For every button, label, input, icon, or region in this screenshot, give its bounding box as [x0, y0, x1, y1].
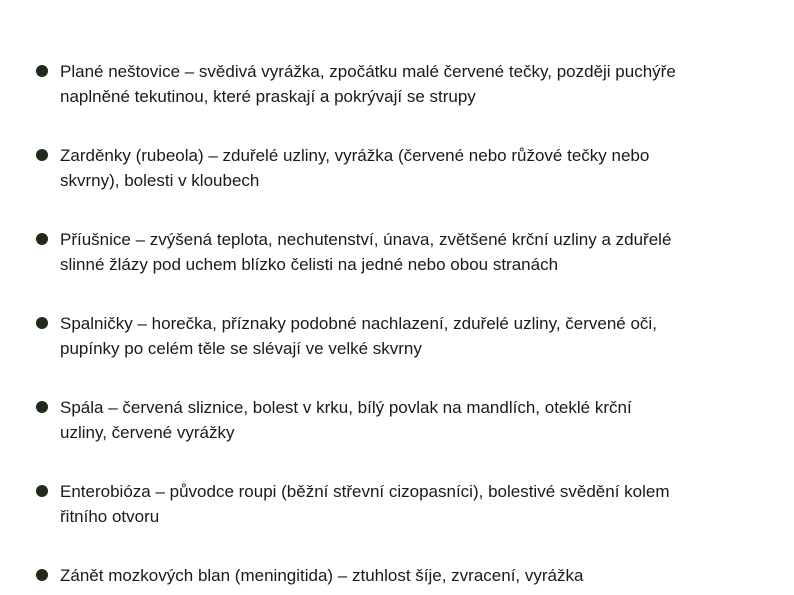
- bullet-dot-icon: [36, 569, 48, 581]
- bullet-text-line-2: naplněné tekutinou, které praskají a pokrývají se strupy: [60, 87, 476, 106]
- bullet-text-line-1: Spalničky – horečka, příznaky podobné nachlazení, zduřelé uzliny, červené oči,: [60, 314, 657, 333]
- list-item: [36, 479, 776, 563]
- bullet-text-line-1: Enterobióza – původce roupi (běžní střevní cizopasníci), bolestivé svědění kolem: [60, 482, 670, 501]
- list-item: [36, 563, 776, 593]
- bullet-dot-icon: [36, 485, 48, 497]
- bullet-text-line-2: pupínky po celém těle se slévají ve velké skvrny: [60, 339, 422, 358]
- bullet-text-line-2: skvrny), bolesti v kloubech: [60, 171, 260, 190]
- bullet-dot-icon: [36, 401, 48, 413]
- list-item: [36, 395, 776, 479]
- bullet-text-line-1: Zánět mozkových blan (meningitida) – ztuhlost šíje, zvracení, vyrážka: [60, 566, 584, 585]
- list-item: [36, 143, 776, 227]
- bullet-text-line-2: řitního otvoru: [60, 507, 160, 526]
- bullet-list: [36, 59, 776, 593]
- bullet-dot-icon: [36, 233, 48, 245]
- list-item: [36, 227, 776, 311]
- bullet-dot-icon: [36, 317, 48, 329]
- list-item: [36, 311, 776, 395]
- bullet-text-line-1: Spála – červená sliznice, bolest v krku, bílý povlak na mandlích, oteklé krční: [60, 398, 632, 417]
- bullet-dot-icon: [36, 149, 48, 161]
- bullet-text-line-1: Příušnice – zvýšená teplota, nechutenství, únava, zvětšené krční uzliny a zduřelé: [60, 230, 672, 249]
- bullet-text-line-2: uzliny, červené vyrážky: [60, 423, 235, 442]
- bullet-dot-icon: [36, 65, 48, 77]
- bullet-text-line-1: Zarděnky (rubeola) – zduřelé uzliny, vyrážka (červené nebo růžové tečky nebo: [60, 146, 650, 165]
- list-item: [36, 59, 776, 143]
- bullet-text-line-1: Plané neštovice – svědivá vyrážka, zpočátku malé červené tečky, později puchýře: [60, 62, 676, 81]
- bullet-text-line-2: slinné žlázy pod uchem blízko čelisti na jedné nebo obou stranách: [60, 255, 559, 274]
